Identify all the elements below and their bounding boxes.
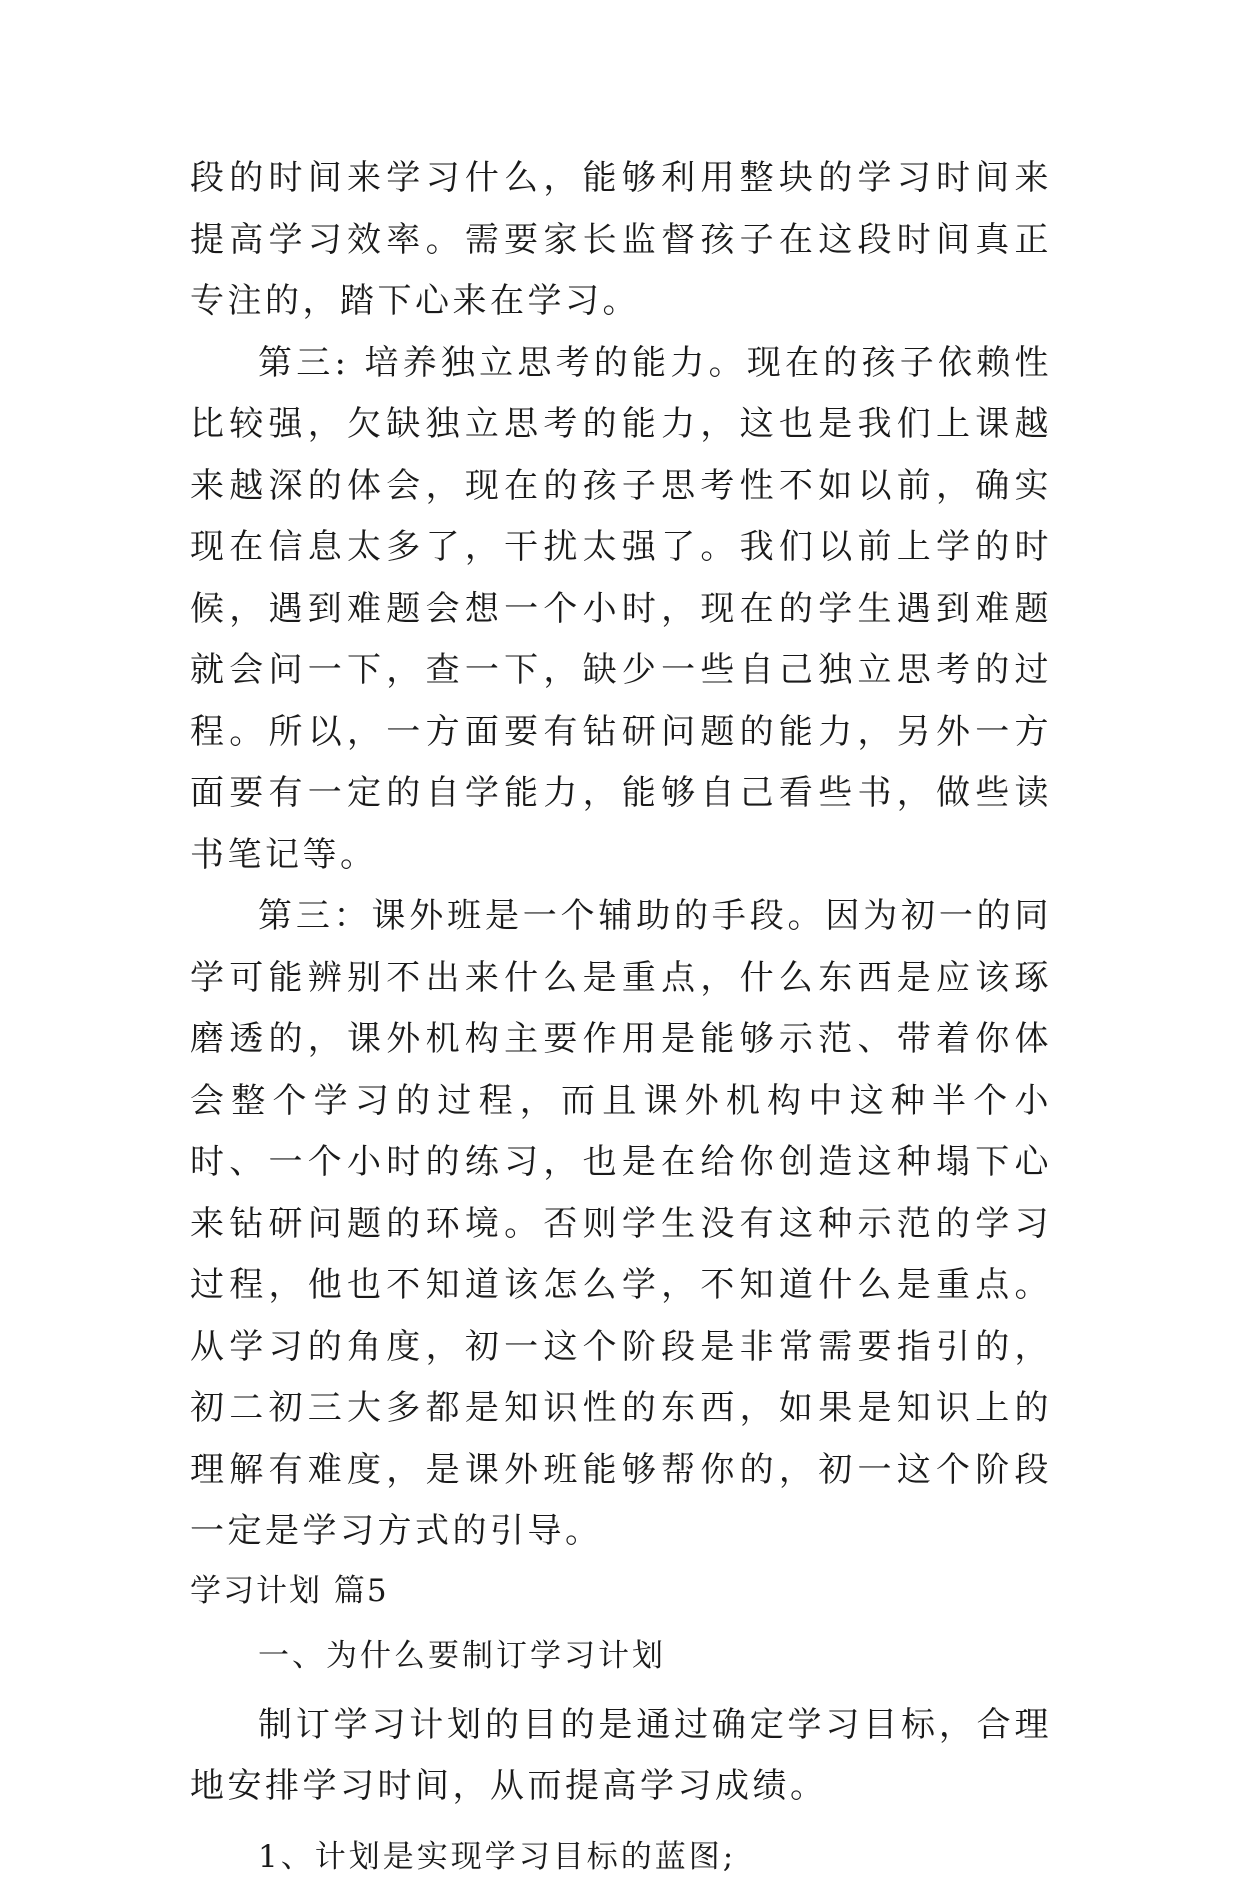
document-body — [190, 148, 1052, 1890]
paragraph-continuation: 段的时间来学习什么，能够利用整块的学习时间来提高学习效率。需要家长监督孩子在这段时间真正专注的，踏下心来在学习。 — [190, 158, 1052, 321]
list-item: 1、计划是实现学习目标的蓝图; — [258, 1838, 737, 1875]
paragraph-point-tutoring-class: 第三：课外班是一个辅助的手段。因为初一的同学可能辨别不出来什么是重点，什么东西是应该琢磨透的，课外机构主要作用是能够示范、带着你体会整个学习的过程，而且课外机构中这种半个小时、一个小时的练习，也是在给你创造这种塌下心来钻研问题的环境。否则学生没有这种示范的学习过程，他也不知道该怎么学，不知道什么是重点。从学习的角度，初一这个阶段是非常需要指引的，初二初三大多都是知识性的东西，如果是知识上的理解有难度，是课外班能够帮你的，初一这个阶段一定是学习方式的引导。 — [190, 896, 1052, 1551]
paragraph-point-independent-thinking: 第三: 培养独立思考的能力。现在的孩子依赖性比较强，欠缺独立思考的能力，这也是我们上课越来越深的体会，现在的孩子思考性不如以前，确实现在信息太多了，干扰太强了。我们以前上学的时候，遇到难题会想一个小时，现在的学生遇到难题就会问一下，查一下，缺少一些自己独立思考的过程。所以，一方面要有钻研问题的能力，另外一方面要有一定的自学能力，能够自己看些书，做些读书笔记等。 — [190, 342, 1052, 875]
subheading: 一、为什么要制订学习计划 — [258, 1637, 666, 1674]
paragraph-purpose: 制订学习计划的目的是通过确定学习目标，合理地安排学习时间，从而提高学习成绩。 — [190, 1704, 1052, 1806]
section-heading: 学习计划 篇5 — [190, 1572, 389, 1609]
